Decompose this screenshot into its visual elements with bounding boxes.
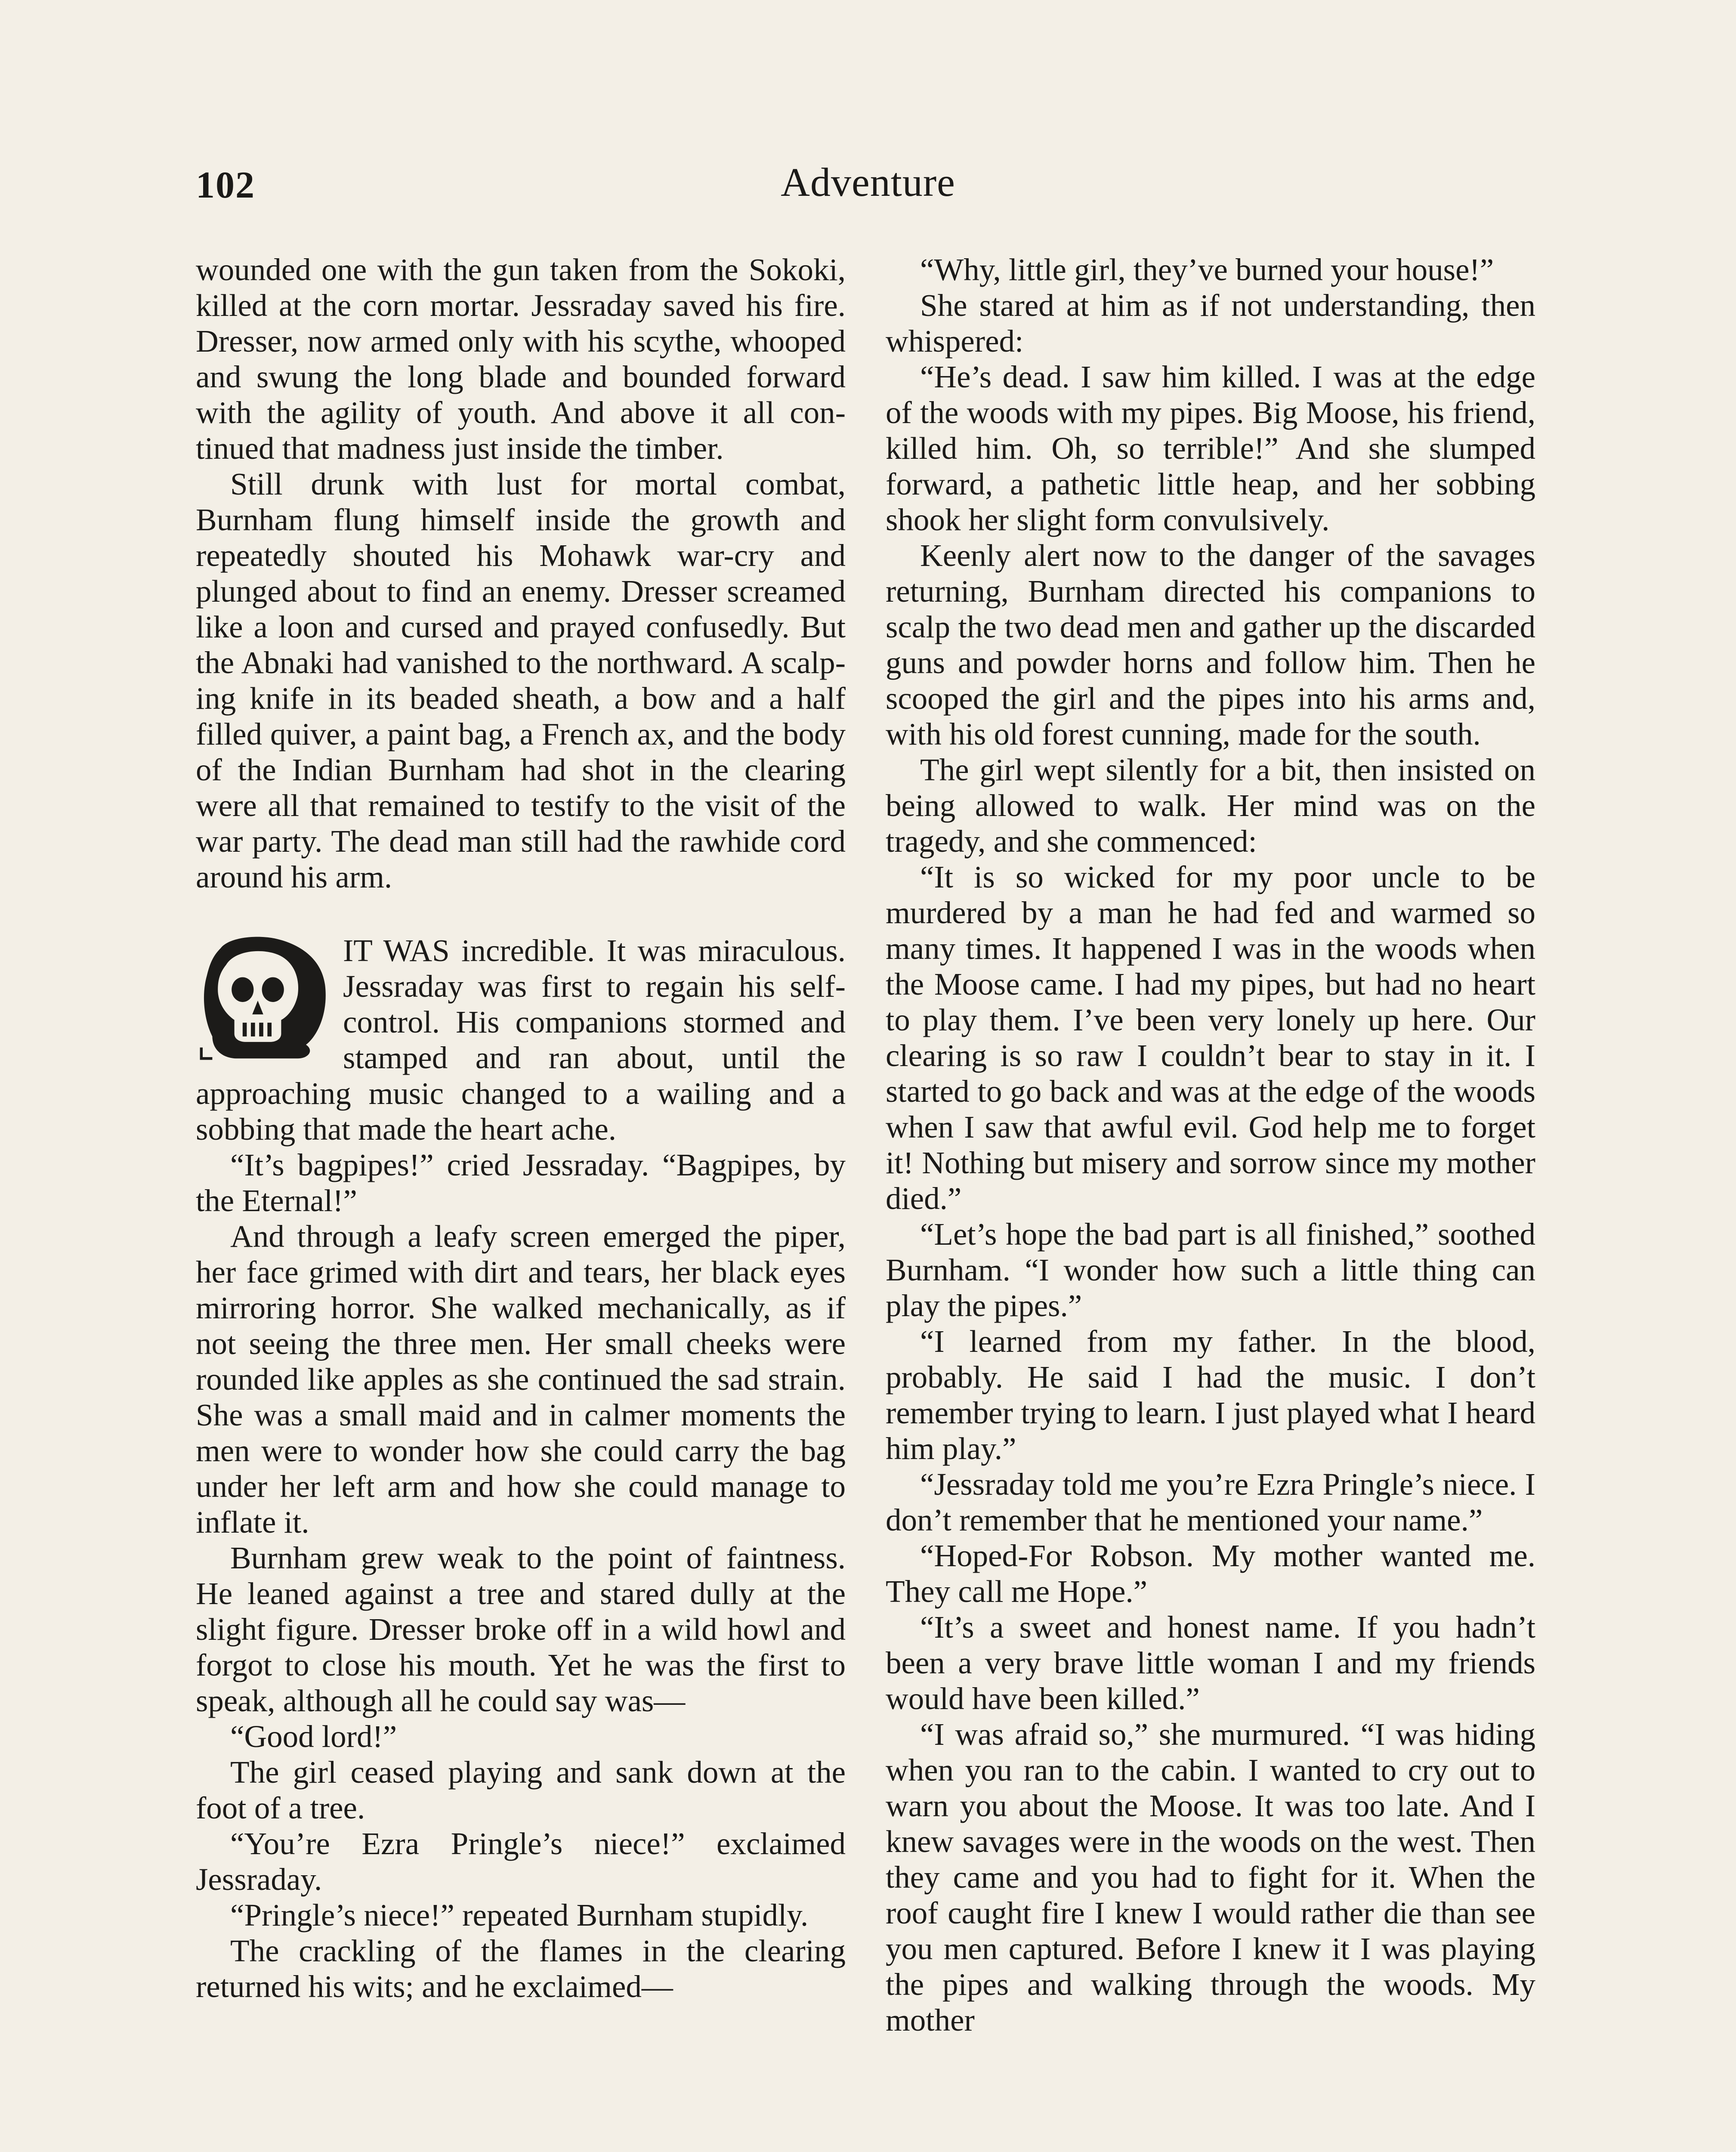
paragraph: “It’s a sweet and honest name. If you hadn’t been a very brave little woman I and my friends would have been killed.” [886, 1610, 1535, 1716]
paragraph: “You’re Ezra Pringle’s niece!” exclaimed Jessraday. [196, 1826, 846, 1897]
paragraph: Burnham grew weak to the point of faintness. He leaned against a tree and stared dully at the slight figure. Dresser broke off in a wild howl and forgot to close his mouth. Yet he was the first to speak, although all he could say was— [196, 1540, 846, 1718]
right-column [886, 252, 1535, 2038]
paragraph: “Hoped-For Robson. My mother wanted me. They call me Hope.” [886, 1538, 1535, 1609]
page-number: 102 [196, 164, 255, 206]
paragraph: “Let’s hope the bad part is all finished,” soothed Burnham. “I wonder how such a little thing can play the pipes.” [886, 1217, 1535, 1323]
paragraph: “I learned from my father. In the blood, probably. He said I had the music. I don’t remember trying to learn. I just played what I heard him play.” [886, 1324, 1535, 1466]
paragraph: “Pringle’s niece!” repeated Burnham stupidly. [230, 1898, 809, 1932]
paragraph: The crackling of the flames in the clearing returned his wits; and he exclaimed— [196, 1933, 846, 2004]
left-column [196, 252, 846, 2004]
paragraph: wounded one with the gun taken from the Sokoki, killed at the corn mortar. Jessraday saved his fire. Dresser, now armed only with his scythe, whooped and swung the long blade and bounded forward with the agility of youth. And above it all continued that madness just inside the timber. [196, 252, 846, 466]
paragraph: The girl wept silently for a bit, then insisted on being allowed to walk. Her mind was on the tragedy, and she commenced: [886, 752, 1535, 859]
paragraph-text: IT WAS incredible. It was miraculous. Jessraday was first to regain his self-control. His companions stormed and stamped and ran about, until the approaching music changed to a wailing and a sobbing that made the heart ache. [196, 933, 846, 1147]
paragraph: The girl ceased playing and sank down at the foot of a tree. [196, 1755, 846, 1825]
paragraph: And through a leafy screen emerged the piper, her face grimed with dirt and tears, her black eyes mirroring horror. She walked mechanically, as if not seeing the three men. Her small cheeks were rounded like apples as she continued the sad strain. She was a small maid and in calmer moments the men were to wonder how she could carry the bag under her left arm and how she could manage to inflate it. [196, 1219, 846, 1540]
paragraph: “I was afraid so,” she murmured. “I was hiding when you ran to the cabin. I wanted to cry out to warn you about the Moose. It was too late. And I knew savages were in the woods on the west. Then they came and you had to fight for it. When the roof caught fire I knew I would rather die than see you men captured. Before I knew it I was playing the pipes and walking through the woods. My mother [886, 1717, 1535, 2038]
paragraph: “Good lord!” [230, 1719, 397, 1754]
paragraph: She stared at him as if not understanding, then whispered: [886, 288, 1535, 359]
paragraph: Keenly alert now to the danger of the savages returning, Burnham directed his companions to scalp the two dead men and gather up the discarded guns and powder horns and follow him. Then he scooped the girl and the pipes into his arms and, with his old forest cunning, made for the south. [886, 538, 1535, 751]
paragraph: Still drunk with lust for mortal combat, Burnham flung himself inside the growth and repeatedly shouted his Mohawk war-cry and plunged about to find an enemy. Dresser screamed like a loon and cursed and prayed confusedly. But the Abnaki had vanished to the northward. A scalping knife in its beaded sheath, a bow and a half filled quiver, a paint bag, a French ax, and the body of the Indian Burnham had shot in the clearing were all that remained to testify to the visit of the war party. The dead man still had the rawhide cord around his arm. [196, 467, 846, 894]
paragraph: “Why, little girl, they’ve burned your house!” [920, 252, 1494, 287]
skull-ornament-icon [196, 934, 334, 1061]
section-opening-paragraph [196, 933, 846, 1147]
paragraph: “It is so wicked for my poor uncle to be murdered by a man he had fed and warmed so many times. It happened I was in the woods when the Moose came. I had my pipes, but had no heart to play them. I’ve been very lonely up here. Our clearing is so raw I couldn’t bear to stay in it. I started to go back and was at the edge of the woods when I saw that awful evil. God help me to forget it! Nothing but misery and sorrow since my mother died.” [886, 860, 1535, 1216]
paragraph: “Jessraday told me you’re Ezra Pringle’s niece. I don’t remember that he mentioned your name.” [886, 1467, 1535, 1537]
paragraph: “He’s dead. I saw him killed. I was at the edge of the woods with my pipes. Big Moose, his friend, killed him. Oh, so terrible!” And she slumped forward, a pathetic little heap, and her sobbing shook her slight form convulsively. [886, 359, 1535, 537]
running-title: Adventure [781, 160, 955, 205]
paragraph: “It’s bagpipes!” cried Jessraday. “Bagpipes, by the Eternal!” [196, 1147, 846, 1218]
